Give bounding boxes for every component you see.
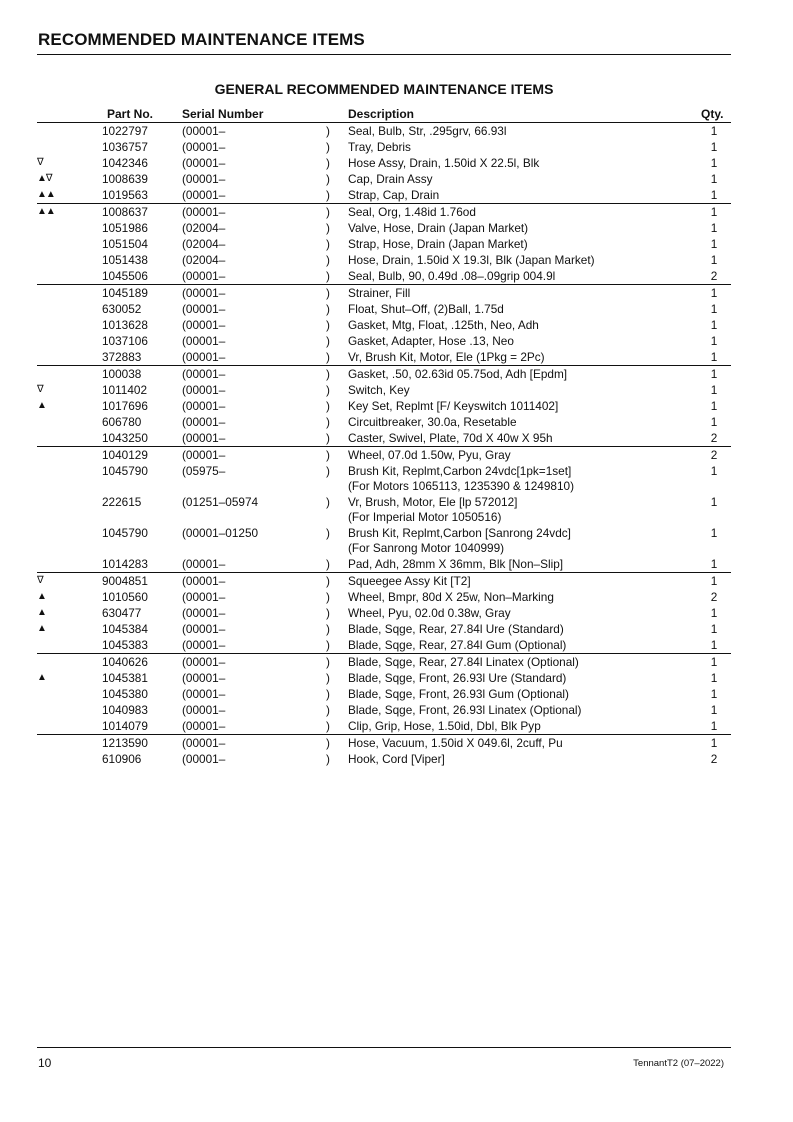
quantity: 1: [710, 334, 718, 348]
serial-number: (00001–: [182, 302, 226, 316]
serial-number: (00001–: [182, 415, 226, 429]
description-note: (For Imperial Motor 1050516): [348, 510, 502, 524]
table-row: [37, 494, 731, 525]
row-marker: ∇: [37, 157, 43, 168]
quantity: 1: [710, 172, 718, 186]
serial-close-paren: ): [326, 671, 330, 685]
part-number: 1045380: [102, 687, 148, 701]
serial-number: (02004–: [182, 221, 226, 235]
part-number: 1045381: [102, 671, 148, 685]
quantity: 1: [710, 140, 718, 154]
table-row: [37, 605, 731, 621]
description: Gasket, Adapter, Hose .13, Neo: [348, 334, 514, 348]
description: Vr, Brush, Motor, Ele [lp 572012]: [348, 495, 518, 509]
description: Strainer, Fill: [348, 286, 411, 300]
row-marker: ▲: [37, 400, 46, 411]
quantity: 1: [710, 655, 718, 669]
serial-close-paren: ): [326, 269, 330, 283]
part-number: 1010560: [102, 590, 148, 604]
quantity: 1: [710, 574, 718, 588]
table-row: [37, 139, 731, 155]
quantity: 1: [710, 495, 718, 509]
part-number: 1014079: [102, 719, 148, 733]
row-marker: ▲: [37, 672, 46, 683]
table-row: [37, 589, 731, 605]
serial-close-paren: ): [326, 124, 330, 138]
serial-number: (00001–: [182, 124, 226, 138]
table-row: [37, 349, 731, 366]
description: Blade, Sqge, Rear, 27.84l Linatex (Optional): [348, 655, 579, 669]
table-row: [37, 525, 731, 556]
description-note: (For Motors 1065113, 1235390 & 1249810): [348, 479, 575, 493]
serial-close-paren: ): [326, 253, 330, 267]
description: Hose, Vacuum, 1.50id X 049.6l, 2cuff, Pu: [348, 736, 563, 750]
serial-close-paren: ): [326, 188, 330, 202]
part-number: 222615: [102, 495, 142, 509]
description: Seal, Bulb, Str, .295grv, 66.93l: [348, 124, 507, 138]
part-number: 606780: [102, 415, 142, 429]
quantity: 1: [710, 156, 718, 170]
table-row: [37, 447, 731, 463]
quantity: 1: [710, 719, 718, 733]
table-row: [37, 301, 731, 317]
table-row: [37, 414, 731, 430]
col-serial-number: Serial Number: [182, 107, 264, 121]
table-row: [37, 573, 731, 589]
serial-number: (00001–: [182, 188, 226, 202]
serial-close-paren: ): [326, 172, 330, 186]
serial-close-paren: ): [326, 221, 330, 235]
description: Float, Shut–Off, (2)Ball, 1.75d: [348, 302, 504, 316]
quantity: 1: [710, 350, 718, 364]
part-number: 100038: [102, 367, 142, 381]
serial-close-paren: ): [326, 752, 330, 766]
serial-number: (00001–: [182, 399, 226, 413]
part-number: 1040129: [102, 448, 148, 462]
serial-number: (00001–: [182, 172, 226, 186]
table-row: [37, 285, 731, 301]
part-number: 372883: [102, 350, 142, 364]
footer-doc-id: TennantT2 (07–2022): [633, 1058, 724, 1069]
table-row: [37, 751, 731, 767]
table-row: [37, 637, 731, 654]
part-number: 630052: [102, 302, 142, 316]
serial-close-paren: ): [326, 495, 330, 509]
description: Vr, Brush Kit, Motor, Ele (1Pkg = 2Pc): [348, 350, 545, 364]
table-row: [37, 187, 731, 204]
serial-close-paren: ): [326, 156, 330, 170]
serial-close-paren: ): [326, 140, 330, 154]
table-row: [37, 268, 731, 285]
part-number: 9004851: [102, 574, 148, 588]
table-row: [37, 236, 731, 252]
serial-close-paren: ): [326, 415, 330, 429]
description: Gasket, Mtg, Float, .125th, Neo, Adh: [348, 318, 539, 332]
description: Seal, Bulb, 90, 0.49d .08–.09grip 004.9l: [348, 269, 556, 283]
description: Wheel, Pyu, 02.0d 0.38w, Gray: [348, 606, 511, 620]
serial-number: (00001–: [182, 574, 226, 588]
description: Strap, Hose, Drain (Japan Market): [348, 237, 528, 251]
description: Wheel, Bmpr, 80d X 25w, Non–Marking: [348, 590, 554, 604]
serial-number: (00001–: [182, 557, 226, 571]
serial-close-paren: ): [326, 464, 330, 478]
serial-number: (02004–: [182, 237, 226, 251]
table-row: [37, 220, 731, 236]
quantity: 1: [710, 399, 718, 413]
table-row: [37, 670, 731, 686]
description: Hose, Drain, 1.50id X 19.3l, Blk (Japan Market): [348, 253, 595, 267]
row-marker: ▲: [37, 591, 46, 602]
quantity: 2: [710, 752, 718, 766]
part-number: 1008637: [102, 205, 148, 219]
quantity: 1: [710, 286, 718, 300]
serial-number: (02004–: [182, 253, 226, 267]
quantity: 1: [710, 253, 718, 267]
parts-table: [37, 123, 731, 767]
serial-close-paren: ): [326, 719, 330, 733]
quantity: 1: [710, 318, 718, 332]
serial-number: (00001–: [182, 703, 226, 717]
quantity: 1: [710, 687, 718, 701]
description: Hook, Cord [Viper]: [348, 752, 445, 766]
table-row: [37, 430, 731, 447]
description: Switch, Key: [348, 383, 410, 397]
table-row: [37, 556, 731, 573]
serial-close-paren: ): [326, 286, 330, 300]
quantity: 2: [710, 269, 718, 283]
row-marker: ▲∇: [37, 173, 52, 184]
serial-close-paren: ): [326, 302, 330, 316]
description: Hose Assy, Drain, 1.50id X 22.5l, Blk: [348, 156, 540, 170]
serial-close-paren: ): [326, 736, 330, 750]
serial-number: (00001–: [182, 687, 226, 701]
table-row: [37, 621, 731, 637]
serial-number: (00001–: [182, 334, 226, 348]
part-number: 1011402: [102, 383, 148, 397]
serial-close-paren: ): [326, 687, 330, 701]
quantity: 1: [710, 606, 718, 620]
quantity: 1: [710, 638, 718, 652]
serial-close-paren: ): [326, 334, 330, 348]
part-number: 1022797: [102, 124, 148, 138]
part-number: 1213590: [102, 736, 148, 750]
serial-number: (00001–: [182, 606, 226, 620]
description: Blade, Sqge, Front, 26.93l Linatex (Optional): [348, 703, 582, 717]
serial-number: (00001–: [182, 638, 226, 652]
quantity: 1: [710, 302, 718, 316]
description: Brush Kit, Replmt,Carbon 24vdc[1pk=1set]: [348, 464, 572, 478]
table-row: [37, 204, 731, 220]
serial-number: (00001–: [182, 318, 226, 332]
part-number: 1051438: [102, 253, 148, 267]
part-number: 1051986: [102, 221, 148, 235]
col-qty: Qty.: [701, 107, 724, 121]
quantity: 1: [710, 526, 718, 540]
description: Tray, Debris: [348, 140, 411, 154]
description: Squeegee Assy Kit [T2]: [348, 574, 471, 588]
quantity: 2: [710, 590, 718, 604]
description: Wheel, 07.0d 1.50w, Pyu, Gray: [348, 448, 511, 462]
part-number: 1037106: [102, 334, 148, 348]
serial-number: (00001–: [182, 671, 226, 685]
description: Brush Kit, Replmt,Carbon [Sanrong 24vdc]: [348, 526, 571, 540]
description: Clip, Grip, Hose, 1.50id, Dbl, Blk Pyp: [348, 719, 541, 733]
quantity: 2: [710, 431, 718, 445]
part-number: 1036757: [102, 140, 148, 154]
serial-number: (00001–: [182, 367, 226, 381]
table-row: [37, 463, 731, 494]
description: Caster, Swivel, Plate, 70d X 40w X 95h: [348, 431, 553, 445]
serial-close-paren: ): [326, 367, 330, 381]
section-title: GENERAL RECOMMENDED MAINTENANCE ITEMS: [214, 81, 554, 97]
quantity: 2: [710, 448, 718, 462]
part-number: 1045506: [102, 269, 148, 283]
quantity: 1: [710, 464, 718, 478]
table-row: [37, 718, 731, 735]
part-number: 1008639: [102, 172, 148, 186]
part-number: 1017696: [102, 399, 148, 413]
serial-number: (05975–: [182, 464, 226, 478]
part-number: 1051504: [102, 237, 148, 251]
serial-number: (00001–: [182, 383, 226, 397]
description: Circuitbreaker, 30.0a, Resetable: [348, 415, 517, 429]
serial-number: (00001–: [182, 431, 226, 445]
table-row: [37, 735, 731, 751]
serial-close-paren: ): [326, 350, 330, 364]
serial-number: (00001–: [182, 622, 226, 636]
serial-close-paren: ): [326, 622, 330, 636]
col-description: Description: [348, 107, 415, 121]
quantity: 1: [710, 383, 718, 397]
table-row: [37, 252, 731, 268]
table-row: [37, 654, 731, 670]
part-number: 1040983: [102, 703, 148, 717]
quantity: 1: [710, 415, 718, 429]
part-number: 1043250: [102, 431, 148, 445]
row-marker: ∇: [37, 575, 43, 586]
page-number: 10: [38, 1056, 52, 1070]
serial-close-paren: ): [326, 205, 330, 219]
table-row: [37, 317, 731, 333]
part-number: 1045189: [102, 286, 148, 300]
serial-number: (00001–: [182, 752, 226, 766]
serial-number: (00001–: [182, 736, 226, 750]
title-rule: [37, 54, 731, 55]
serial-close-paren: ): [326, 574, 330, 588]
quantity: 1: [710, 237, 718, 251]
serial-number: (00001–01250: [182, 526, 259, 540]
quantity: 1: [710, 622, 718, 636]
serial-number: (00001–: [182, 156, 226, 170]
quantity: 1: [710, 367, 718, 381]
row-marker: ∇: [37, 384, 43, 395]
table-row: [37, 155, 731, 171]
table-row: [37, 382, 731, 398]
serial-close-paren: ): [326, 318, 330, 332]
serial-close-paren: ): [326, 399, 330, 413]
quantity: 1: [710, 557, 718, 571]
part-number: 1042346: [102, 156, 148, 170]
quantity: 1: [710, 736, 718, 750]
table-row: [37, 398, 731, 414]
serial-number: (00001–: [182, 140, 226, 154]
serial-number: (00001–: [182, 350, 226, 364]
part-number: 1045790: [102, 464, 148, 478]
description: Strap, Cap, Drain: [348, 188, 440, 202]
table-row: [37, 702, 731, 718]
serial-close-paren: ): [326, 557, 330, 571]
table-header: [37, 107, 731, 122]
part-number: 1019563: [102, 188, 148, 202]
table-row: [37, 333, 731, 349]
serial-close-paren: ): [326, 237, 330, 251]
description: Blade, Sqge, Rear, 27.84l Ure (Standard): [348, 622, 564, 636]
serial-number: (00001–: [182, 286, 226, 300]
description: Pad, Adh, 28mm X 36mm, Blk [Non–Slip]: [348, 557, 564, 571]
description-note: (For Sanrong Motor 1040999): [348, 541, 505, 555]
part-number: 1045383: [102, 638, 148, 652]
row-marker: ▲▲: [37, 206, 55, 217]
serial-close-paren: ): [326, 606, 330, 620]
row-marker: ▲: [37, 623, 46, 634]
table-row: [37, 171, 731, 187]
part-number: 610906: [102, 752, 142, 766]
row-marker: ▲▲: [37, 189, 55, 200]
part-number: 630477: [102, 606, 142, 620]
serial-close-paren: ): [326, 590, 330, 604]
quantity: 1: [710, 671, 718, 685]
table-row: [37, 366, 731, 382]
serial-close-paren: ): [326, 431, 330, 445]
description: Blade, Sqge, Rear, 27.84l Gum (Optional): [348, 638, 567, 652]
serial-close-paren: ): [326, 383, 330, 397]
serial-close-paren: ): [326, 526, 330, 540]
table-row: [37, 686, 731, 702]
quantity: 1: [710, 205, 718, 219]
description: Gasket, .50, 02.63id 05.75od, Adh [Epdm]: [348, 367, 568, 381]
col-part-no: Part No.: [107, 107, 154, 121]
serial-close-paren: ): [326, 655, 330, 669]
serial-number: (00001–: [182, 590, 226, 604]
description: Seal, Org, 1.48id 1.76od: [348, 205, 476, 219]
quantity: 1: [710, 124, 718, 138]
serial-close-paren: ): [326, 638, 330, 652]
description: Valve, Hose, Drain (Japan Market): [348, 221, 529, 235]
serial-number: (00001–: [182, 655, 226, 669]
part-number: 1045384: [102, 622, 148, 636]
row-marker: ▲: [37, 607, 46, 618]
serial-number: (00001–: [182, 269, 226, 283]
quantity: 1: [710, 221, 718, 235]
description: Blade, Sqge, Front, 26.93l Gum (Optional): [348, 687, 569, 701]
part-number: 1014283: [102, 557, 148, 571]
serial-close-paren: ): [326, 703, 330, 717]
quantity: 1: [710, 703, 718, 717]
description: Key Set, Replmt [F/ Keyswitch 1011402]: [348, 399, 559, 413]
page-title: RECOMMENDED MAINTENANCE ITEMS: [38, 30, 365, 49]
serial-close-paren: ): [326, 448, 330, 462]
footer-rule: [37, 1047, 731, 1048]
part-number: 1040626: [102, 655, 148, 669]
table-row: [37, 123, 731, 139]
serial-number: (00001–: [182, 448, 226, 462]
part-number: 1013628: [102, 318, 148, 332]
part-number: 1045790: [102, 526, 148, 540]
quantity: 1: [710, 188, 718, 202]
serial-number: (01251–05974: [182, 495, 259, 509]
serial-number: (00001–: [182, 205, 226, 219]
description: Blade, Sqge, Front, 26.93l Ure (Standard): [348, 671, 567, 685]
description: Cap, Drain Assy: [348, 172, 433, 186]
serial-number: (00001–: [182, 719, 226, 733]
